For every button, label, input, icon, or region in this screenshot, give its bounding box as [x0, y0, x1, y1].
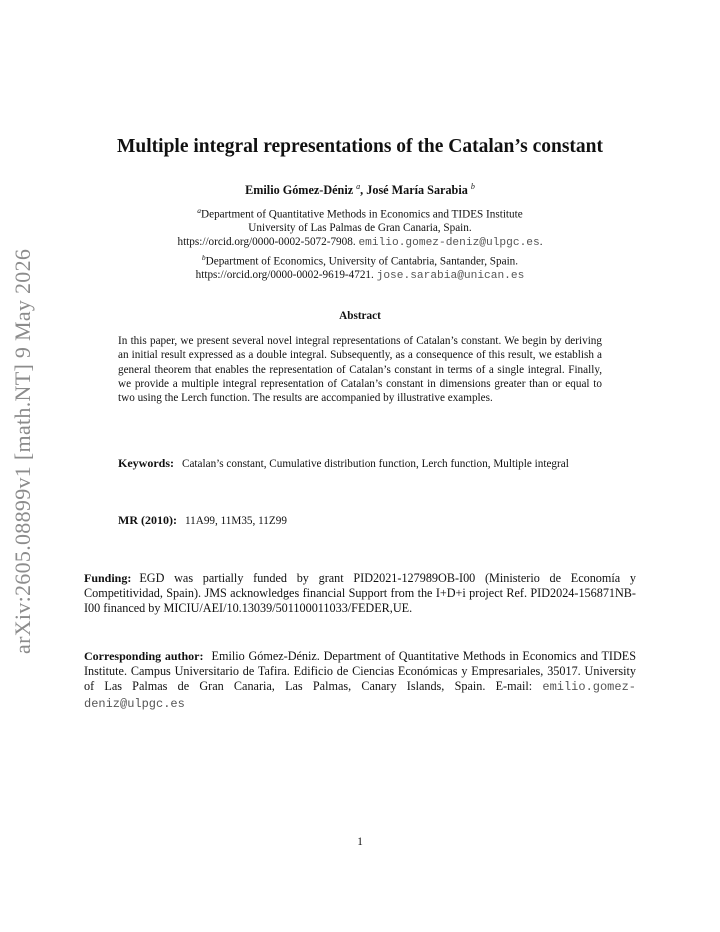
email-link-a[interactable]: emilio.gomez-deniz@ulpgc.es	[358, 236, 540, 249]
affiliation-a-line2: University of Las Palmas de Gran Canaria, Spain.	[248, 222, 472, 235]
affiliation-b-contact	[84, 269, 636, 284]
page-number: 1	[357, 836, 363, 848]
author-1-affil-mark: a	[356, 182, 361, 191]
abstract-heading: Abstract	[339, 310, 381, 322]
corresponding-label: Corresponding author:	[84, 649, 204, 663]
affiliation-a-contact: https://orcid.org/0000-0002-5072-7908. emilio.gomez-deniz@ulpgc.es.	[177, 235, 543, 249]
paper-title: Multiple integral representations of the Catalan’s constant	[116, 136, 604, 157]
corresponding-email-link[interactable]: emilio.gomez-deniz@ulpgc.es	[84, 680, 636, 711]
orcid-link-a[interactable]: https://orcid.org/0000-0002-5072-7908.	[177, 235, 356, 248]
corresponding-text: Emilio Gómez-Déniz. Department of Quantitative Methods in Economics and TIDES Institute. Campus Universitario de Tafira. Edificio de Ciencias Económicas y Empresariales, 35017. University of Las Palmas de Gran Canaria, Las Palmas, Canary Islands, Spain. E-mail:	[84, 649, 636, 694]
funding-block	[84, 571, 636, 617]
keywords-block	[118, 456, 602, 471]
affiliations	[84, 204, 636, 283]
affiliation-b-line1: $^b$Department of Economics, University of Cantabria, Santander, Spain.	[201, 252, 519, 268]
corresponding-author-block	[84, 649, 636, 712]
msc-block	[118, 513, 602, 528]
funding-label: Funding:	[84, 571, 132, 585]
affiliation-a-line1: $^a$Department of Quantitative Methods in Economics and TIDES Institute	[197, 206, 523, 221]
keywords-label: Keywords:	[118, 456, 174, 470]
author-separator: ,	[360, 183, 367, 198]
email-link-b[interactable]: jose.sarabia@unican.es	[376, 269, 525, 282]
orcid-link-b[interactable]: https://orcid.org/0000-0002-9619-4721.	[195, 268, 374, 281]
author-1-name: Emilio Gómez-Déniz	[245, 183, 354, 198]
author-2-affil-mark: b	[470, 182, 475, 191]
author-line	[84, 182, 636, 198]
arxiv-identifier-stamp: arXiv:2605.08899v1 [math.NT] 9 May 2026	[10, 248, 35, 654]
abstract-body: In this paper, we present several novel integral representations of Catalan’s constant. We begin by deriving an initial result expressed as a double integral. Subsequently, as a consequence of this result, we establish a general theorem that enables the representation of Catalan’s constant in terms of a single integral. Finally, we provide a multiple integral representation of Catalan’s constant in dimensions greater than or equal to two using the Lerch function. The results are accompanied by illustrative examples.	[118, 335, 602, 405]
keywords-text: Catalan’s constant, Cumulative distribution function, Lerch function, Multiple integral	[182, 458, 569, 470]
funding-text: EGD was partially funded by grant PID2021-127989OB-I00 (Ministerio de Economía y Competitividad, Spain). JMS acknowledges financial Support from the I+D+i project Ref. PID2024-156871NB-I00 financed by MICIU/AEI/10.13039/501100011033/FEDER,UE.	[84, 571, 636, 616]
msc-label: MR (2010):	[118, 513, 177, 527]
author-2-name: José María Sarabia	[366, 183, 468, 198]
msc-codes: 11A99, 11M35, 11Z99	[184, 515, 287, 527]
affil-b-mark: b	[201, 252, 206, 262]
affil-a-mark: a	[197, 206, 202, 215]
